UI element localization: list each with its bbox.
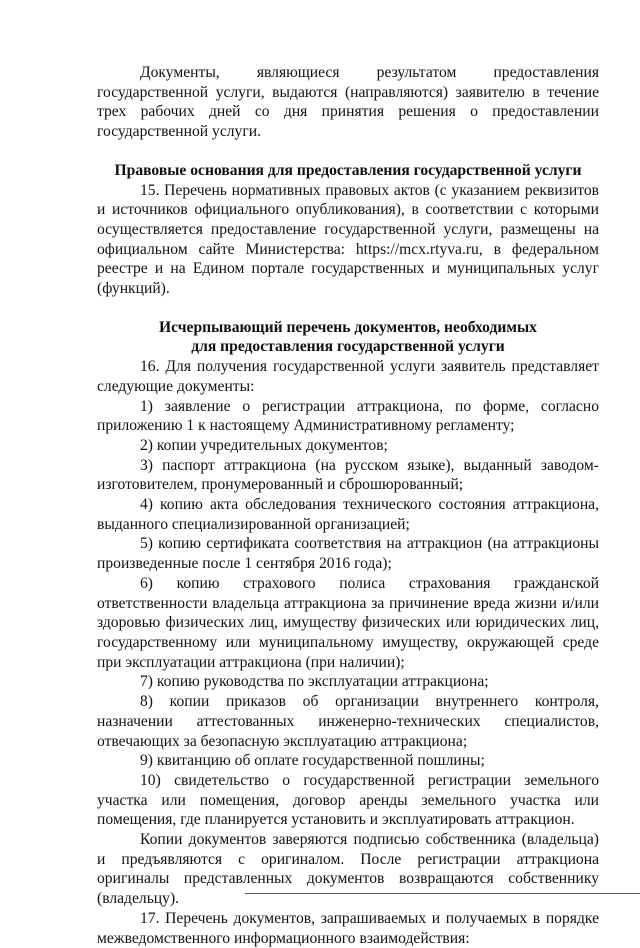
list-item: 5) копию сертификата соответствия на аттракцион (на аттракционы произведенные после 1 сентября 2016 года); xyxy=(97,535,599,573)
list-item: 7) копию руководства по эксплуатации аттракциона; xyxy=(140,673,489,691)
list-item: 1) заявление о регистрации аттракциона, по форме, согласно приложению 1 к настоящему Административному регламенту; xyxy=(97,397,599,435)
heading-documents-line-2: для предоставления государственной услуги xyxy=(191,338,505,356)
heading-documents-line-1: Исчерпывающий перечень документов, необходимых xyxy=(159,318,537,336)
list-item: 3) паспорт аттракциона (на русском языке), выданный заводом-изготовителем, пронумерованный и сброшюрованный; xyxy=(97,456,599,494)
list-item: 2) копии учредительных документов; xyxy=(140,436,388,454)
list-item: 10) свидетельство о государственной регистрации земельного участка или помещения, договор аренды земельного участка или помещения, где планируется установить и эксплуатировать аттракцион. xyxy=(97,771,599,829)
list-item: 9) квитанцию об оплате государственной пошлины; xyxy=(140,752,485,770)
list-item: 4) копию акта обследования технического состояния аттракциона, выданного специализированной организацией; xyxy=(97,496,599,533)
list-item: 8) копии приказов об организации внутреннего контроля, назначении аттестованных инженерно-технических специалистов, отвечающих за безопасную эксплуатацию аттракциона; xyxy=(97,693,599,750)
list-item: 6) копию страхового полиса страхования гражданской ответственности владельца аттракциона за причинение вреда жизни и/или здоровью физических лиц, имуществу физических или юридических лиц, государственному или муниципальному имуществу, окружающей среде при эксплуатации аттракциона (при наличии); xyxy=(97,574,599,671)
paragraph-16: 16. Для получения государственной услуги заявитель представляет следующие документы: xyxy=(97,358,599,395)
document-body xyxy=(97,63,599,948)
heading-legal-basis: Правовые основания для предоставления государственной услуги xyxy=(114,161,582,179)
paragraph-result-documents: Документы, являющиеся результатом предоставления государственной услуги, выдаются (направляются) заявителю в течение трех рабочих дней со дня принятия решения о предоставлении государственной услуги. xyxy=(97,64,599,141)
page-bottom-rule xyxy=(245,893,640,894)
paragraph-17: 17. Перечень документов, запрашиваемых и получаемых в порядке межведомственного информационного взаимодействия: xyxy=(97,909,599,947)
paragraph-copies: Копии документов заверяются подписью собственника (владельца) и предъявляются с оригиналом. После регистрации аттракциона оригиналы представленных документов возвращаются собственнику (владельцу). xyxy=(97,831,599,908)
paragraph-15: 15. Перечень нормативных правовых актов (с указанием реквизитов и источников официального опубликования), в соответствии с которыми осуществляется предоставление государственной услуги, размещены на официальном сайте Министерства: https://mcx.rtyva.ru, в федеральном реестре и на Едином портале государственных и муниципальных услуг (функций). xyxy=(97,181,599,298)
